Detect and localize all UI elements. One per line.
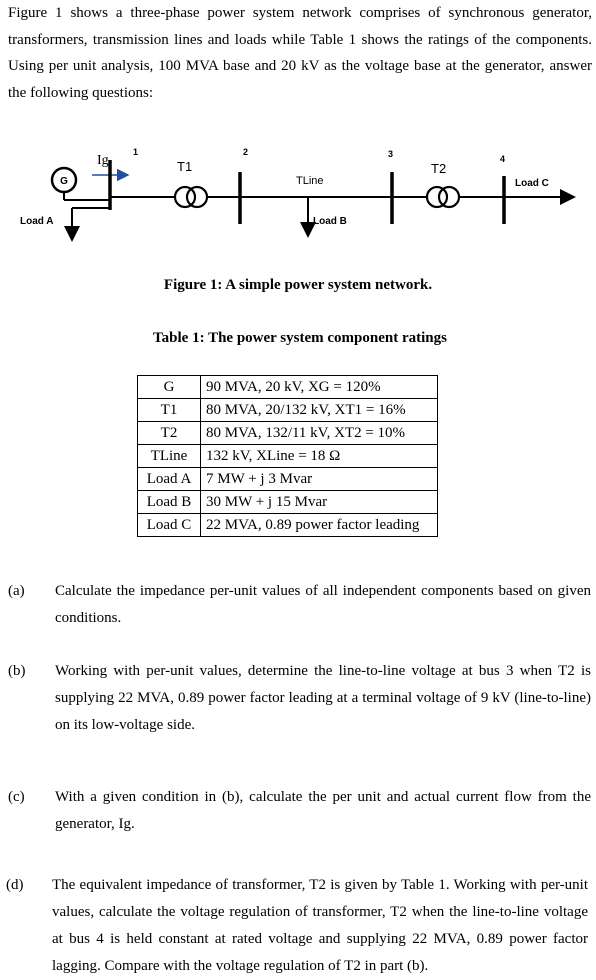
question-text: With a given condition in (b), calculate the per unit and actual current flow from the generator, Ig. [55,789,591,832]
rating-cell: 132 kV, XLine = 18 Ω [201,445,438,468]
bus-4-number: 4 [500,154,506,164]
load-a-label: Load A [20,216,54,227]
t2-winding-2 [439,187,459,207]
network-diagram [0,140,596,265]
network-diagram-svg [0,140,596,265]
t1-winding-1 [175,187,195,207]
component-cell: TLine [138,445,201,468]
question-text: Calculate the impedance per-unit values of all independent components based on given conditions. [55,583,591,626]
rating-cell: 80 MVA, 132/11 kV, XT2 = 10% [201,422,438,445]
question-label: (c) [8,789,25,805]
rating-cell: 30 MW + j 15 Mvar [201,491,438,514]
generator-label: G [60,176,68,187]
table-row [138,514,438,537]
t2-winding-1 [427,187,447,207]
ig-label: Ig [97,153,109,168]
question-label: (a) [8,583,25,599]
generator-symbol [52,168,76,192]
component-cell: T2 [138,422,201,445]
rating-cell: 80 MVA, 20/132 kV, XT1 = 16% [201,399,438,422]
table-row [138,491,438,514]
bus-3-number: 3 [388,149,394,159]
table-row [138,399,438,422]
component-cell: Load B [138,491,201,514]
question-text: Working with per-unit values, determine the line-to-line voltage at bus 3 when T2 is supplying 22 MVA, 0.89 power factor leading at a terminal voltage of 9 kV (line-to-line) on its low-voltage side. [55,663,591,733]
bus-1-number: 1 [133,147,139,157]
table-row [138,468,438,491]
load-b-label: Load B [313,216,347,227]
t1-winding-2 [187,187,207,207]
component-cell: Load A [138,468,201,491]
rating-cell: 22 MVA, 0.89 power factor leading [201,514,438,537]
table-row [138,422,438,445]
tline-label: TLine [296,175,324,187]
intro-paragraph [8,0,592,106]
ratings-table [137,375,438,537]
t1-label: T1 [177,159,193,174]
component-cell: T1 [138,399,201,422]
component-cell: G [138,376,201,399]
rating-cell: 90 MVA, 20 kV, XG = 120% [201,376,438,399]
figure-caption: Figure 1: A simple power system network. [163,277,433,293]
intro-text: Figure 1 shows a three-phase power system network comprises of synchronous generator, transformers, transmission lines and loads while Table 1 shows the ratings of the components. Using per unit analysis, 100 MVA base and 20 kV as the voltage base at the generator, answer the following questions: [8,5,592,101]
bus-2-number: 2 [243,147,249,157]
component-cell: Load C [138,514,201,537]
t2-label: T2 [431,161,447,176]
question-label: (b) [8,663,26,679]
table-row [138,376,438,399]
table-row [138,445,438,468]
load-c-label: Load C [515,178,549,189]
rating-cell: 7 MW + j 3 Mvar [201,468,438,491]
table-caption: Table 1: The power system component ratings [153,330,447,346]
question-label: (d) [6,877,24,893]
question-text: The equivalent impedance of transformer, T2 is given by Table 1. Working with per-unit values, calculate the voltage regulation of transformer, T2 when the line-to-line voltage at bus 4 is held constant at rated voltage and supplying 22 MVA, 0.89 power factor lagging. Compare with the voltage regulation of T2 in part (b). [52,877,588,974]
